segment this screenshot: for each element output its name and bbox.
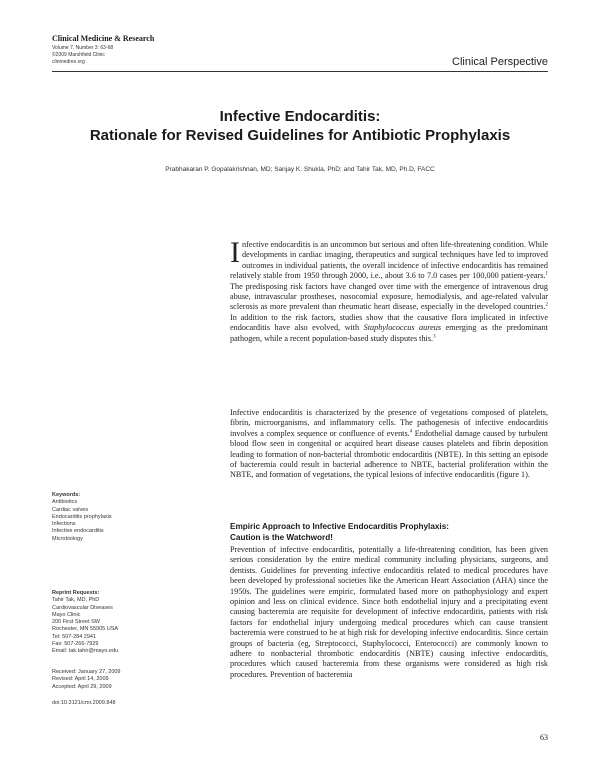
keyword-item: Infective endocarditis xyxy=(52,528,104,535)
reference-marker: 1 xyxy=(545,271,548,277)
article-title-line2: Rationale for Revised Guidelines for Antibiotic Prophylaxis xyxy=(89,127,511,144)
paragraph-text: emerging as the predominant pathogen, while a recent population-based study disputes this. xyxy=(230,323,548,343)
reference-marker: 2 xyxy=(545,302,548,308)
reprint-line: Fax: 507-266-7929 xyxy=(52,641,99,648)
drop-cap: I xyxy=(230,236,240,269)
section-heading-line2: Caution is the Watchword! xyxy=(230,533,333,542)
email-link[interactable]: Email: tak.tahir@mayo.edu xyxy=(52,648,119,655)
header-rule xyxy=(52,71,548,72)
received-date: Received: January 27, 2009 xyxy=(52,669,121,675)
reprint-heading: Reprint Requests: xyxy=(52,590,100,596)
copyright: ©2009 Marshfield Clinic xyxy=(52,52,105,58)
keyword-item: Infections xyxy=(52,521,76,528)
volume-info: Volume 7, Number 3: 63-68 xyxy=(52,45,114,51)
keywords-block xyxy=(52,492,182,543)
paragraph-text: Endothelial damage caused by turbulent blood flow seen in congenital or acquired heart disease causes platelets and fibrin deposition leading to formation of non-bacterial thrombotic endocarditis (NBTE). In this setting an episode of bacteremia could result in bacterial adherence to NBTE, bacterial proliferation within the NBTE, and formation of vegetations, the typical lesions of infective endocarditis (figure 1). xyxy=(230,428,548,480)
reprint-line: Cardiovascular Diseases xyxy=(52,604,113,611)
reference-marker: 4 xyxy=(409,429,413,435)
accepted-date: Accepted: April 29, 2009 xyxy=(52,683,112,690)
journal-name: Clinical Medicine & Research xyxy=(52,34,155,43)
keyword-item: Microbiology xyxy=(52,535,83,542)
doi[interactable]: doi:10.3121/cmr.2009.848 xyxy=(52,700,116,706)
paragraph-intro xyxy=(230,236,548,344)
paragraph-prevention: Prevention of infective endocarditis, potentially a life-threatening condition, has been given serious consideration by the entire medical community including physicians, surgeons, and dentists. Guidelines for preventing infective endocarditis related to medical procedures have been developed by professional societies like the American Heart Association (AHA) since the 1950s. The guidelines were empiric, formulated based more on pathophysiology and expert opinion and less on clinical evidence. Since both endothelial injury and a precipitating event causing bacteremia are requisite for development of infective endocarditis, patients with risk factors for endothelial injury undergoing medical procedures which can cause transient bacteremia were construed to be at high risk for developing infective endocarditis. Since certain groups of bacteria (eg, Streptococci, Staphylococci, Enterococci) are commonly known to adhere to nonbacterial thrombotic endocarditis (NBTE) causing infective endocarditis, procedures which caused bacteremia from these organisms were considered as high risk procedures. Prevention of bacteremia xyxy=(230,545,548,679)
section-label: Clinical Perspective xyxy=(452,56,548,68)
organism-name: Staphylococcus aureus xyxy=(363,323,442,333)
paragraph-pathogenesis xyxy=(230,408,548,481)
paragraph-text: nfective endocarditis is an uncommon but serious and often life-threatening condition. While developments in cardiac imaging, therapeutics and surgical techniques have led to improved outcomes in individual patients, the overall incidence of infective endocarditis has remained relatively stable from 1950 through 2000, i.e., about 3.6 to 7.0 cases per 100,000 patient-years. xyxy=(230,240,548,281)
reprint-line: 200 First Street SW xyxy=(52,619,100,626)
reference-marker: 3 xyxy=(433,333,436,339)
section-heading-line1: Empiric Approach to Infective Endocarditis Prophylaxis: xyxy=(230,522,449,531)
paragraph-text: Infective endocarditis is characterized by the presence of vegetations composed of platelets, fibrin, microorganisms, and inflammatory cells. The pathogenesis of infective endocarditis involves a complex sequence or confluence of events. xyxy=(230,408,548,438)
reprint-line: Tahir Tak, MD, PhD xyxy=(52,597,100,604)
keyword-item: Cardiac valves xyxy=(52,506,89,513)
reprint-block xyxy=(52,590,182,656)
keyword-item: Antibiotics xyxy=(52,499,78,506)
article-title-line1: Infective Endocarditis: xyxy=(219,108,381,125)
paragraph-text: The predisposing risk factors have changed over time with the emergence of intravenous drug abuse, intravascular prostheses, nosocomial exposure, hemodialysis, and age-related valvular sclerosis as more prevalent than rheumatic heart disease, especially in the developed countries. xyxy=(230,281,548,312)
page-number: 63 xyxy=(540,733,548,742)
reprint-line: Rochester, MN 55905 USA xyxy=(52,626,119,633)
reprint-line: Tel: 507-284 2941 xyxy=(52,633,97,640)
keywords-heading: Keywords: xyxy=(52,492,81,498)
reprint-line: Mayo Clinic xyxy=(52,611,81,618)
dates-block xyxy=(52,669,182,691)
revised-date: Revised: April 14, 2009 xyxy=(52,676,109,683)
authors: Prabhakaran P. Gopalakrishnan, MD; Sanjay K. Shukla, PhD; and Tahir Tak, MD, Ph.D, FACC xyxy=(165,166,435,173)
keyword-item: Endocarditis prophylaxis xyxy=(52,513,112,520)
website: clinmedres.org xyxy=(52,59,85,65)
paragraph-text: In addition to the risk factors, studies show that the causative flora implicated in infective endocarditis have also evolved, with xyxy=(230,312,548,333)
